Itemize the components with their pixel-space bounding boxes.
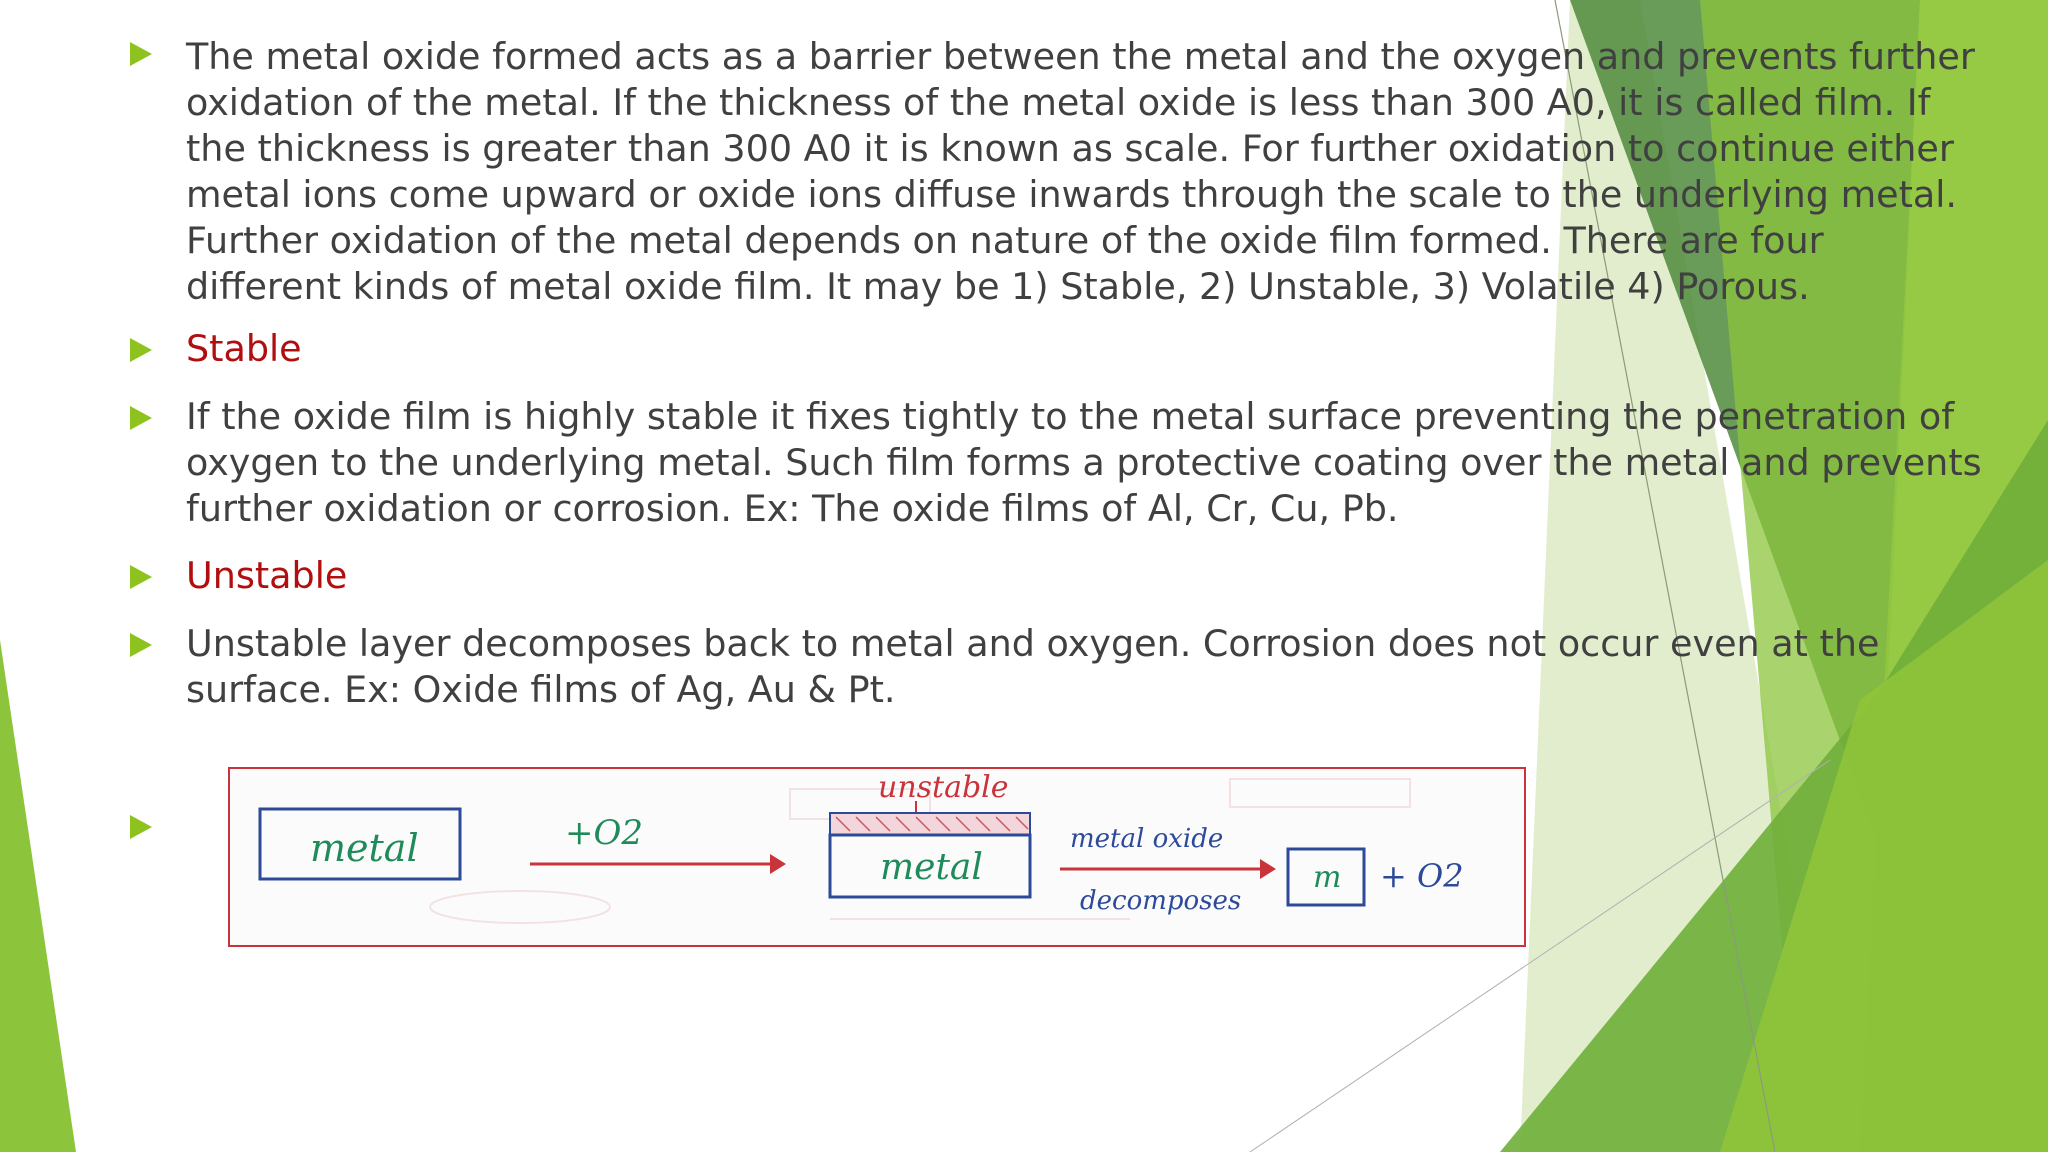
metal-box-label: metal (310, 826, 419, 870)
metal-with-oxide-label: metal (880, 847, 983, 888)
triangle-bullet-icon (130, 338, 152, 362)
unstable-label: unstable (878, 770, 1009, 805)
diagram-drawing (230, 769, 1528, 949)
triangle-bullet-icon (130, 565, 152, 589)
triangle-bullet-icon (130, 815, 152, 839)
decomposes-arrow-label: decomposes (1080, 886, 1242, 916)
unstable-oxide-diagram (228, 767, 1526, 947)
paragraph-intro: The metal oxide formed acts as a barrier between the metal and the oxygen and prevents further oxidation of the metal. If the thickness of the metal oxide is less than 300 A0, it is called film. If the thickness is greater than 300 A0 it is known as scale. For further oxidation to continue either metal ions come upward or oxide ions diffuse inwards through the scale to the underlying metal. Further oxidation of the metal depends on nature of the oxide film formed. There are four different kinds of metal oxide film. It may be 1) Stable, 2) Unstable, 3) Volatile 4) Porous. (186, 35, 1975, 308)
arrow-head-icon (770, 854, 786, 874)
paragraph-stable: If the oxide film is highly stable it fixes tightly to the metal surface preventing the penetration of oxygen to the underlying metal. Such film forms a protective coating over the metal and prevents further oxidation or corrosion. Ex: The oxide films of Al, Cr, Cu, Pb. (186, 395, 1982, 530)
triangle-bullet-icon (130, 406, 152, 430)
plus-o2-label: + O2 (1380, 857, 1464, 895)
triangle-bullet-icon (130, 42, 152, 66)
m-box-label: m (1313, 860, 1342, 895)
oxide-layer (830, 813, 1030, 835)
triangle-bullet-icon (130, 633, 152, 657)
heading-stable: Stable (186, 327, 302, 370)
heading-unstable: Unstable (186, 554, 348, 597)
reagent-label: +O2 (565, 813, 643, 853)
arrow-head-icon (1260, 859, 1276, 879)
paragraph-unstable: Unstable layer decomposes back to metal and oxygen. Corrosion does not occur even at the surface. Ex: Oxide films of Ag, Au & Pt. (186, 622, 1880, 711)
metal-oxide-arrow-label: metal oxide (1070, 824, 1224, 854)
